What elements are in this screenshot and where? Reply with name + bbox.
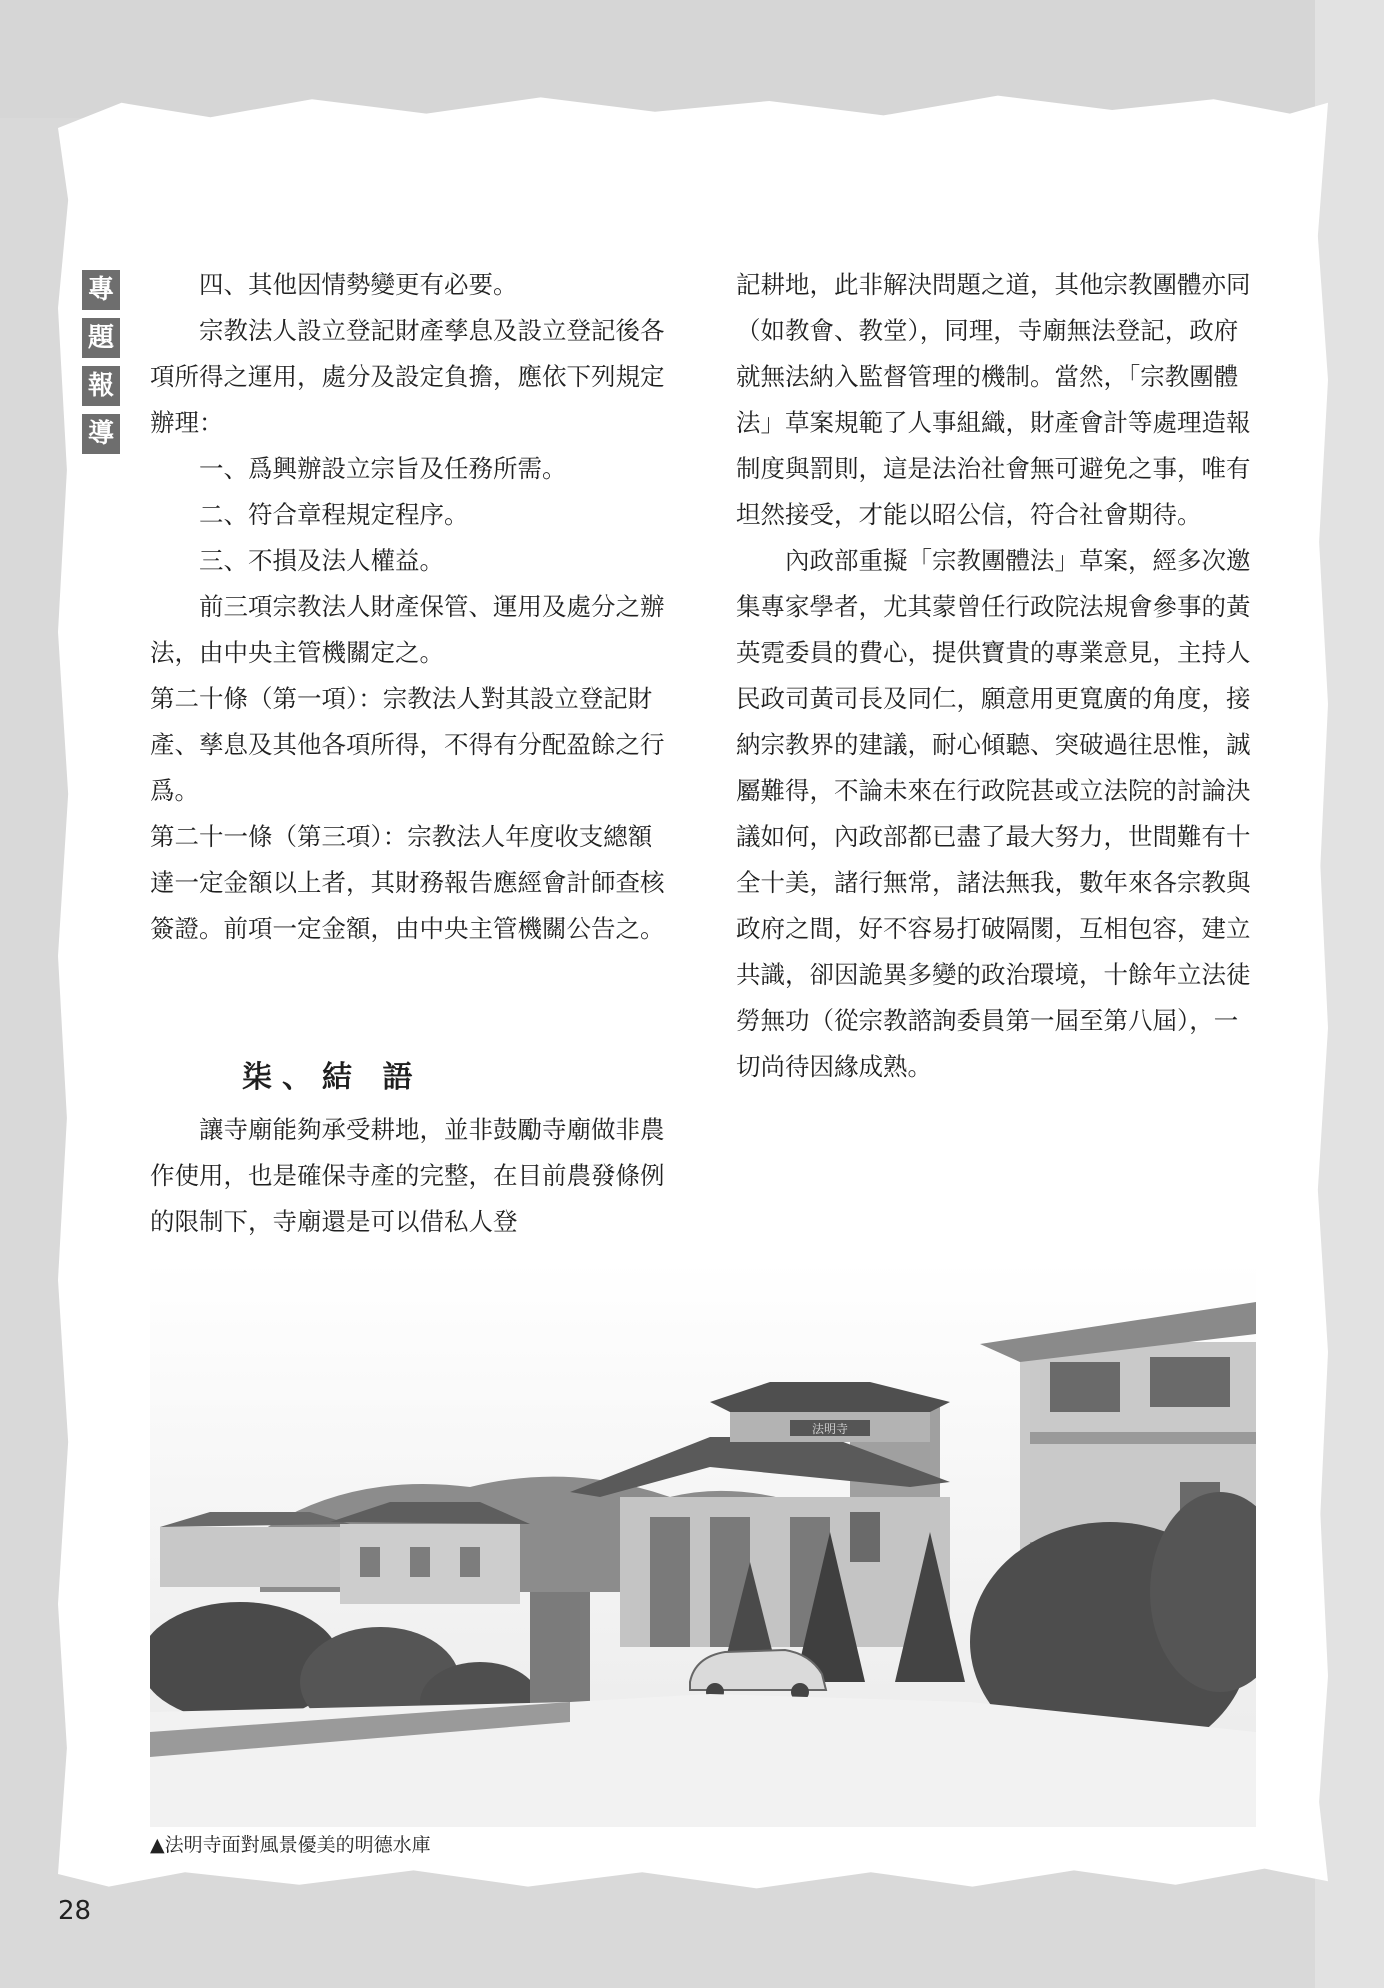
temple-sign: 法明寺	[811, 1422, 849, 1436]
section-heading: 柒、結 語	[242, 1060, 423, 1095]
page-top-shadow	[0, 0, 1384, 118]
section-tab-char: 報	[82, 366, 120, 406]
paragraph: 讓寺廟能夠承受耕地，並非鼓勵寺廟做非農作使用，也是確保寺產的完整，在目前農發條例的限制下，寺廟還是可以借私人登	[150, 1115, 665, 1236]
right-column	[736, 262, 1260, 1090]
paragraph: 內政部重擬「宗教團體法」草案，經多次邀集專家學者，尤其蒙曾任行政院法規會參事的黃英霓委員的費心，提供寶貴的專業意見，主持人民政司黃司長及同仁，願意用更寬廣的角度，接納宗教界的建議，耐心傾聽、突破過往思惟，誠屬難得，不論未來在行政院甚或立法院的討論決議如何，內政部都已盡了最大努力，世間難有十全十美，諸行無常，諸法無我，數年來各宗教與政府之間，好不容易打破隔閡，互相包容，建立共識，卻因詭異多變的政治環境，十餘年立法徒勞無功（從宗教諮詢委員第一屆至第八屆），一切尚待因緣成熟。	[736, 546, 1251, 1081]
left-column	[150, 262, 670, 952]
page-number: 28	[58, 1896, 92, 1926]
section-tab-char: 專	[82, 270, 120, 310]
law-article: 第二十一條（第三項）：宗教法人年度收支總額達一定金額以上者，其財務報告應經會計師查核簽證。前項一定金額，由中央主管機關公告之。	[150, 822, 665, 943]
temple-photo	[150, 1262, 1256, 1827]
left-column-conclusion	[150, 1107, 670, 1245]
photo-caption: ▲法明寺面對風景優美的明德水庫	[150, 1834, 431, 1856]
section-tab-char: 題	[82, 318, 120, 358]
list-item: 二、符合章程規定程序。	[199, 500, 469, 529]
section-tab-char: 導	[82, 414, 120, 454]
section-tab-special-report	[82, 270, 124, 462]
paragraph: 記耕地，此非解決問題之道，其他宗教團體亦同（如教會、教堂），同理，寺廟無法登記，政府就無法納入監督管理的機制。當然，「宗教團體法」草案規範了人事組織，財產會計等處理造報制度與罰則，這是法治社會無可避免之事，唯有坦然接受，才能以昭公信，符合社會期待。	[736, 270, 1251, 529]
paragraph: 前三項宗教法人財產保管、運用及處分之辦法，由中央主管機關定之。	[150, 592, 665, 667]
list-item: 一、爲興辦設立宗旨及任務所需。	[199, 454, 567, 483]
paragraph: 宗教法人設立登記財產孳息及設立登記後各項所得之運用，處分及設定負擔，應依下列規定辦理：	[150, 316, 665, 437]
law-article: 第二十條（第一項）：宗教法人對其設立登記財產、孳息及其他各項所得，不得有分配盈餘之行爲。	[150, 684, 665, 805]
list-item: 三、不損及法人權益。	[199, 546, 444, 575]
paragraph: 四、其他因情勢變更有必要。	[199, 270, 518, 299]
